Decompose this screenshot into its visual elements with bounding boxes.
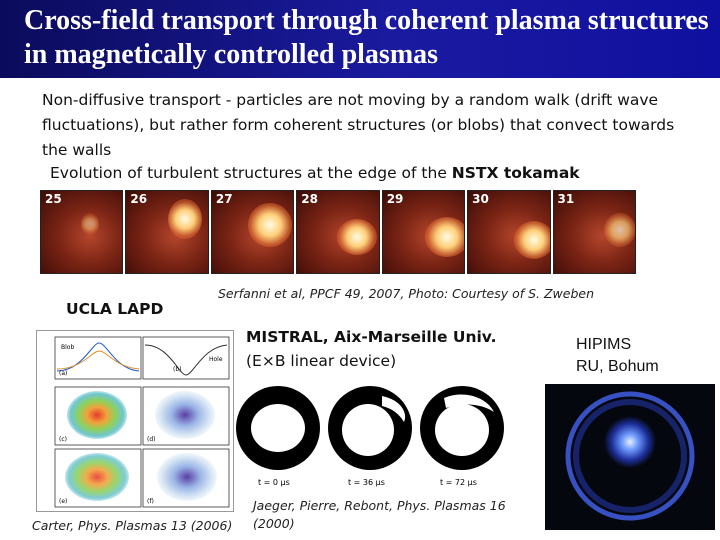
hipims-label-line1: HIPIMS	[576, 336, 632, 353]
hipims-photo	[545, 384, 715, 530]
frame-number: 26	[130, 192, 148, 206]
panel-letter: (f)	[147, 498, 154, 505]
lapd-label: UCLA LAPD	[66, 300, 164, 318]
blob-shape	[514, 221, 550, 259]
mistral-citation: Jaeger, Pierre, Rebont, Phys. Plasmas 16 (2000)	[253, 498, 506, 531]
slide-title: Cross-field transport through coherent plasma structures in magnetically controlled plasmas	[24, 5, 709, 70]
mistral-subtitle: (E×B linear device)	[246, 352, 397, 370]
time-label: t = 0 μs	[258, 478, 290, 487]
time-label: t = 36 μs	[348, 478, 385, 487]
hipims-label	[576, 334, 706, 378]
contour-blob	[155, 391, 215, 439]
nstx-frame	[211, 190, 294, 274]
mistral-title: MISTRAL, Aix-Marseille Univ.	[246, 328, 497, 346]
frame-number: 25	[45, 192, 62, 206]
trace-label: Blob	[61, 344, 75, 351]
frame-number: 29	[386, 192, 404, 206]
nstx-frame-strip	[40, 190, 636, 274]
nstx-frame	[553, 190, 636, 274]
lapd-figure	[36, 330, 234, 512]
panel-letter: (c)	[59, 436, 67, 443]
nstx-caption	[50, 164, 670, 182]
ring-hole	[435, 404, 489, 456]
frame-number: 31	[557, 192, 575, 206]
trace-label: Hole	[209, 356, 223, 363]
time-label: t = 72 μs	[440, 478, 477, 487]
lapd-citation: Carter, Phys. Plasmas 13 (2006)	[32, 518, 233, 533]
blob-shape	[81, 213, 99, 235]
blob-shape	[248, 203, 292, 247]
blob-shape	[604, 213, 636, 247]
panel-letter: (e)	[59, 498, 68, 505]
plasma-core	[604, 416, 656, 468]
frame-number: 28	[301, 192, 318, 206]
contour-blob	[157, 453, 217, 501]
nstx-caption-emphasis: NSTX tokamak	[451, 164, 580, 182]
nstx-frame	[382, 190, 465, 274]
blob-shape	[168, 199, 202, 239]
ring-hole	[251, 404, 305, 452]
mistral-figure	[232, 382, 508, 490]
contour-blob	[65, 453, 129, 501]
panel-letter: (b)	[173, 366, 182, 373]
nstx-frame	[296, 190, 379, 274]
nstx-credit: Serfanni et al, PPCF 49, 2007, Photo: Courtesy of S. Zweben	[218, 286, 595, 301]
panel-letter: (a)	[59, 370, 68, 377]
frame-number: 30	[472, 192, 489, 206]
nstx-frame	[40, 190, 123, 274]
blob-shape	[425, 217, 465, 257]
contour-blob	[67, 391, 127, 439]
ring-hole	[342, 404, 394, 456]
panel-letter: (d)	[147, 436, 156, 443]
nstx-frame	[467, 190, 550, 274]
nstx-frame	[125, 190, 208, 274]
nstx-caption-text: Evolution of turbulent structures at the edge of the	[50, 164, 452, 182]
frame-number: 27	[215, 192, 233, 206]
intro-paragraph: Non-diffusive transport - particles are not moving by a random walk (drift wave fluctuations), but rather form coherent structures (or blobs) that convect towards the walls	[42, 91, 675, 159]
hipims-label-line2: RU, Bohum	[576, 358, 659, 375]
blob-shape	[337, 219, 377, 255]
